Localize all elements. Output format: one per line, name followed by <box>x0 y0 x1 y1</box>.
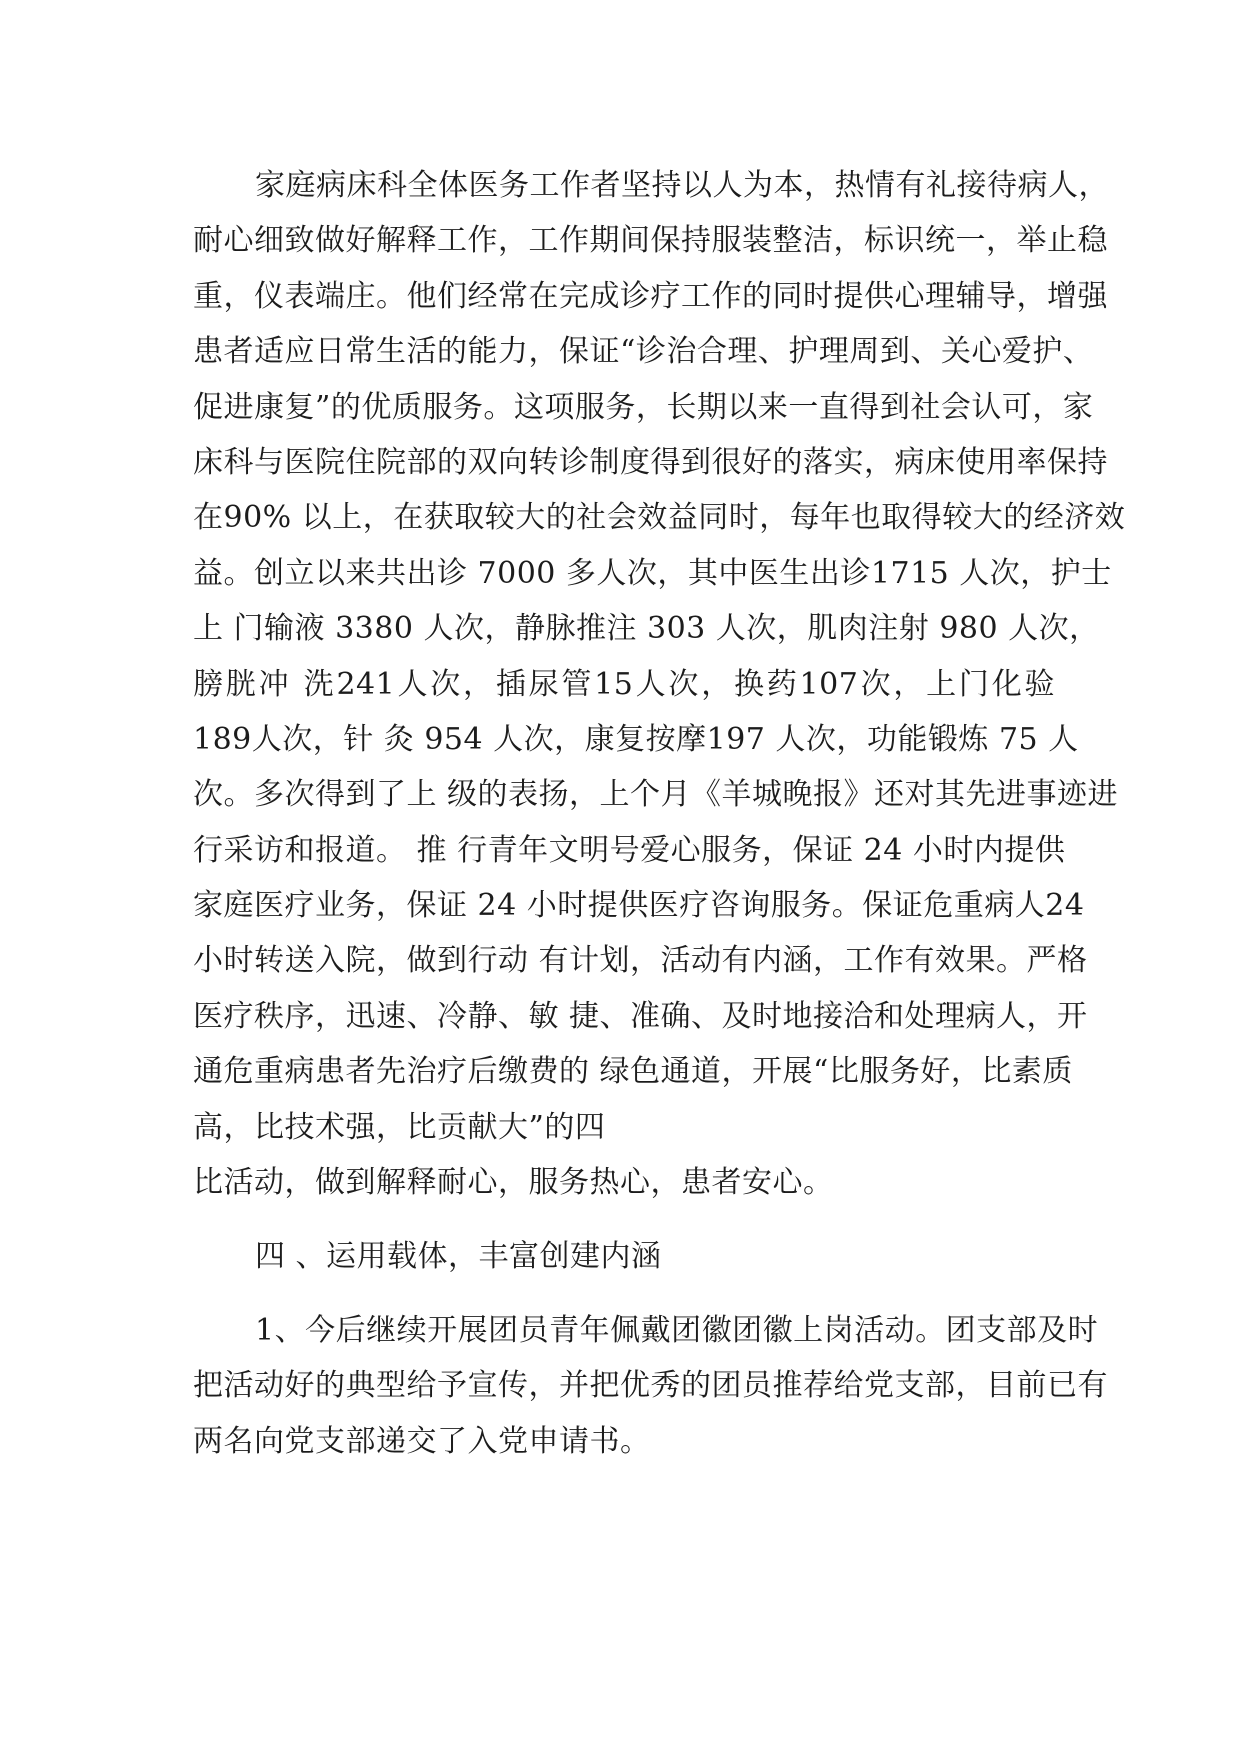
text-line: 促进康复”的优质服务。这项服务，长期以来一直得到社会认可，家 <box>193 389 1094 425</box>
paragraph-league-activities <box>193 1303 1108 1469</box>
section-heading: 四 、运用载体，丰富创建内涵 <box>255 1239 662 1275</box>
text-line: 小时转送入院，做到行动 有计划，活动有内涵，工作有效果。严格 <box>193 943 1088 979</box>
text-line: 上 门输液 3380 人次，静脉推注 303 人次，肌肉注射 980 人次， <box>193 611 1100 647</box>
text-line: 床科与医院住院部的双向转诊制度得到很好的落实，病床使用率保持 <box>193 444 1108 480</box>
text-line: 次。多次得到了上 级的表扬，上个月《羊城晚报》还对其先进事迹进 <box>193 777 1119 813</box>
spacer <box>193 1285 1055 1303</box>
text-line: 把活动好的典型给予宣传，并把优秀的团员推荐给党支部，目前已有 <box>193 1368 1108 1404</box>
text-line: 家庭病床科全体医务工作者坚持以人为本，热情有礼接待病人， <box>255 168 1109 203</box>
text-line: 1、今后继续开展团员青年佩戴团徽团徽上岗活动。团支部及时 <box>255 1312 1099 1348</box>
text-line: 高，比技术强，比贡献大”的四 <box>193 1109 606 1145</box>
text-line: 益。创立以来共出诊 7000 多人次，其中医生出诊1715 人次，护士 <box>193 555 1112 591</box>
text-line: 家庭医疗业务，保证 24 小时提供医疗咨询服务。保证危重病人24 <box>193 888 1085 924</box>
document-body <box>193 158 1126 1469</box>
spacer <box>193 1210 1055 1229</box>
text-line: 通危重病患者先治疗后缴费的 绿色通道，开展“比服务好，比素质 <box>193 1054 1073 1090</box>
text-line: 行采访和报道。 推 行青年文明号爱心服务，保证 24 小时内提供 <box>193 832 1066 868</box>
text-line: 患者适应日常生活的能力，保证“诊治合理、护理周到、关心爱护、 <box>193 334 1094 370</box>
text-line: 膀胱冲 洗241人次，插尿管15人次，换药107次，上门化验 <box>193 666 1055 702</box>
text-line: 耐心细致做好解释工作，工作期间保持服装整洁，标识统一，举止稳 <box>193 223 1108 259</box>
paragraph-family-ward-service <box>193 158 1126 1210</box>
text-line: 189人次，针 灸 954 人次，康复按摩197 人次，功能锻炼 75 人 <box>193 721 1079 757</box>
text-line: 两名向党支部递交了入党申请书。 <box>193 1423 651 1459</box>
text-line: 比活动，做到解释耐心，服务热心，患者安心。 <box>193 1165 834 1201</box>
text-line: 在90% 以上，在获取较大的社会效益同时，每年也取得较大的经济效 <box>193 500 1126 536</box>
text-line: 重，仪表端庄。他们经常在完成诊疗工作的同时提供心理辅导，增强 <box>193 278 1108 314</box>
text-line: 医疗秩序，迅速、冷静、敏 捷、准确、及时地接洽和处理病人，开 <box>193 998 1088 1034</box>
